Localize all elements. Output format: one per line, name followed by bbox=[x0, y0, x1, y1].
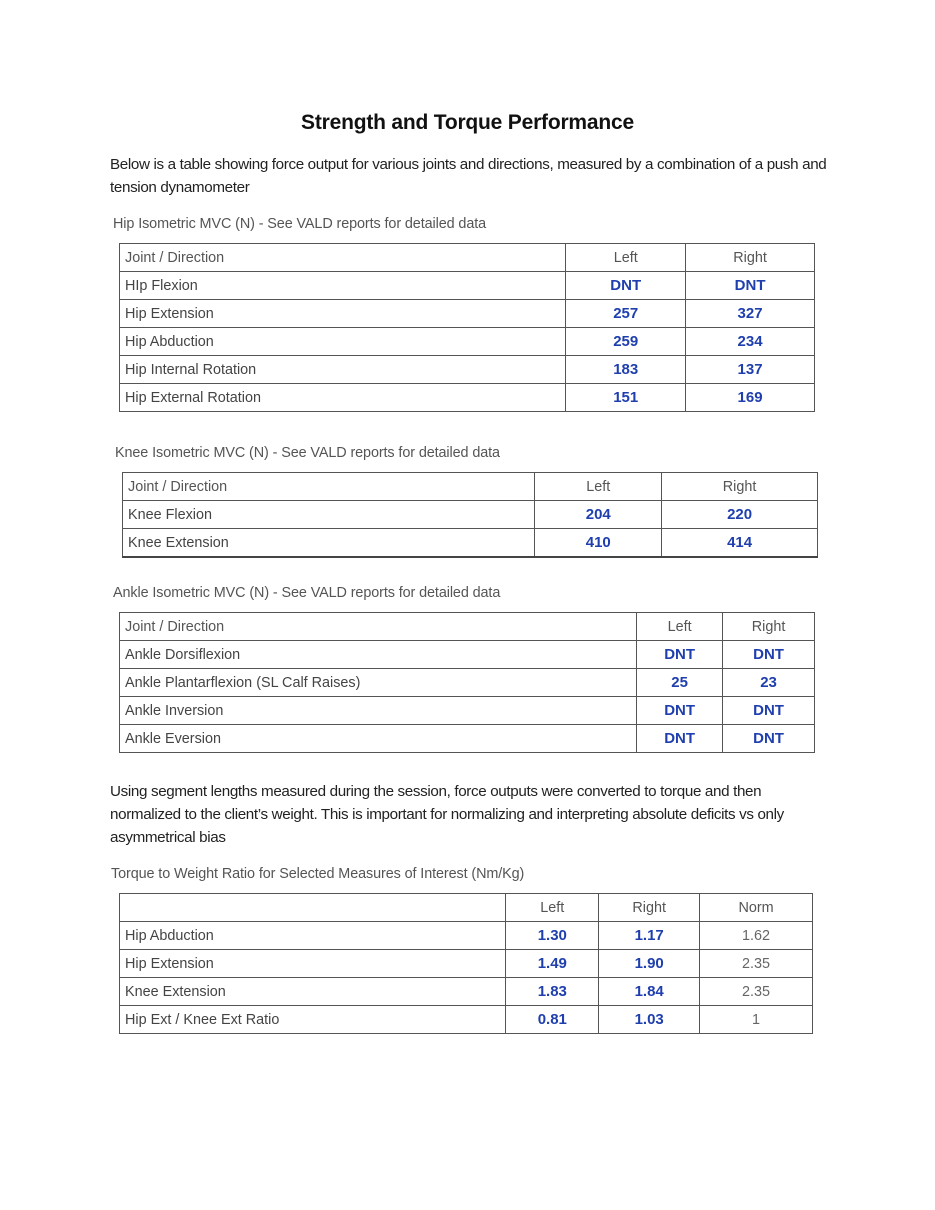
right-value: 220 bbox=[662, 501, 818, 529]
row-label: Knee Extension bbox=[120, 978, 506, 1006]
knee-table bbox=[122, 472, 818, 558]
hip-table bbox=[119, 243, 815, 412]
left-value: 204 bbox=[535, 501, 662, 529]
table-header-row bbox=[120, 613, 815, 641]
row-label: Knee Flexion bbox=[123, 501, 535, 529]
row-label: Hip Internal Rotation bbox=[120, 356, 566, 384]
right-value: 169 bbox=[686, 384, 815, 412]
ankle-table-caption: Ankle Isometric MVC (N) - See VALD reports for detailed data bbox=[113, 585, 501, 601]
left-value: 1.49 bbox=[506, 950, 599, 978]
right-value: 1.90 bbox=[599, 950, 700, 978]
row-label: Knee Extension bbox=[123, 529, 535, 558]
table-row bbox=[120, 328, 815, 356]
table-row bbox=[120, 725, 815, 753]
row-label: Hip Abduction bbox=[120, 922, 506, 950]
column-header: Joint / Direction bbox=[123, 473, 535, 501]
left-value: DNT bbox=[637, 641, 723, 669]
row-label: Hip Abduction bbox=[120, 328, 566, 356]
column-header: Right bbox=[662, 473, 818, 501]
column-header: Norm bbox=[700, 894, 813, 922]
ankle-table bbox=[119, 612, 815, 753]
right-value: DNT bbox=[723, 725, 815, 753]
right-value: 414 bbox=[662, 529, 818, 558]
left-value: 259 bbox=[566, 328, 686, 356]
row-label: Hip Extension bbox=[120, 300, 566, 328]
right-value: DNT bbox=[723, 641, 815, 669]
right-value: 1.03 bbox=[599, 1006, 700, 1034]
column-header bbox=[120, 894, 506, 922]
row-label: Ankle Inversion bbox=[120, 697, 637, 725]
column-header: Right bbox=[599, 894, 700, 922]
table-row bbox=[120, 978, 813, 1006]
row-label: HIp Flexion bbox=[120, 272, 566, 300]
table-row bbox=[120, 300, 815, 328]
knee-table-caption: Knee Isometric MVC (N) - See VALD reports for detailed data bbox=[115, 445, 500, 461]
norm-value: 2.35 bbox=[700, 978, 813, 1006]
column-header: Right bbox=[686, 244, 815, 272]
row-label: Hip External Rotation bbox=[120, 384, 566, 412]
left-value: DNT bbox=[566, 272, 686, 300]
table-row bbox=[123, 501, 818, 529]
column-header: Left bbox=[506, 894, 599, 922]
column-header: Left bbox=[535, 473, 662, 501]
column-header: Joint / Direction bbox=[120, 613, 637, 641]
column-header: Left bbox=[566, 244, 686, 272]
left-value: 410 bbox=[535, 529, 662, 558]
left-value: 151 bbox=[566, 384, 686, 412]
right-value: 137 bbox=[686, 356, 815, 384]
torque-table-caption: Torque to Weight Ratio for Selected Measures of Interest (Nm/Kg) bbox=[111, 866, 525, 882]
left-value: 257 bbox=[566, 300, 686, 328]
left-value: 25 bbox=[637, 669, 723, 697]
left-value: DNT bbox=[637, 697, 723, 725]
hip-table-caption: Hip Isometric MVC (N) - See VALD reports for detailed data bbox=[113, 216, 487, 232]
column-header: Right bbox=[723, 613, 815, 641]
table-header-row bbox=[120, 894, 813, 922]
left-value: 0.81 bbox=[506, 1006, 599, 1034]
table-row bbox=[120, 1006, 813, 1034]
norm-value: 2.35 bbox=[700, 950, 813, 978]
norm-value: 1.62 bbox=[700, 922, 813, 950]
table-row bbox=[120, 697, 815, 725]
table-row bbox=[120, 669, 815, 697]
table-row bbox=[120, 950, 813, 978]
left-value: 1.30 bbox=[506, 922, 599, 950]
column-header: Left bbox=[637, 613, 723, 641]
left-value: 183 bbox=[566, 356, 686, 384]
table-row bbox=[120, 356, 815, 384]
table-row bbox=[120, 272, 815, 300]
row-label: Hip Ext / Knee Ext Ratio bbox=[120, 1006, 506, 1034]
table-row bbox=[120, 641, 815, 669]
table-header-row bbox=[123, 473, 818, 501]
page-title: Strength and Torque Performance bbox=[301, 111, 634, 134]
torque-intro-paragraph: Using segment lengths measured during the session, force outputs were converted to torque and then normalized to the client’s weight. This is important for normalizing and interpreting absolute deficits vs only asymmetrical bias bbox=[110, 783, 784, 846]
left-value: DNT bbox=[637, 725, 723, 753]
intro-paragraph: Below is a table showing force output for various joints and directions, measured by a combination of a push and tension dynamometer bbox=[110, 156, 827, 196]
right-value: 327 bbox=[686, 300, 815, 328]
right-value: 1.84 bbox=[599, 978, 700, 1006]
table-row bbox=[123, 529, 818, 558]
row-label: Ankle Dorsiflexion bbox=[120, 641, 637, 669]
table-header-row bbox=[120, 244, 815, 272]
left-value: 1.83 bbox=[506, 978, 599, 1006]
right-value: 1.17 bbox=[599, 922, 700, 950]
row-label: Ankle Plantarflexion (SL Calf Raises) bbox=[120, 669, 637, 697]
row-label: Ankle Eversion bbox=[120, 725, 637, 753]
right-value: 23 bbox=[723, 669, 815, 697]
column-header: Joint / Direction bbox=[120, 244, 566, 272]
right-value: 234 bbox=[686, 328, 815, 356]
row-label: Hip Extension bbox=[120, 950, 506, 978]
norm-value: 1 bbox=[700, 1006, 813, 1034]
table-row bbox=[120, 384, 815, 412]
right-value: DNT bbox=[686, 272, 815, 300]
table-row bbox=[120, 922, 813, 950]
right-value: DNT bbox=[723, 697, 815, 725]
torque-table bbox=[119, 893, 813, 1034]
